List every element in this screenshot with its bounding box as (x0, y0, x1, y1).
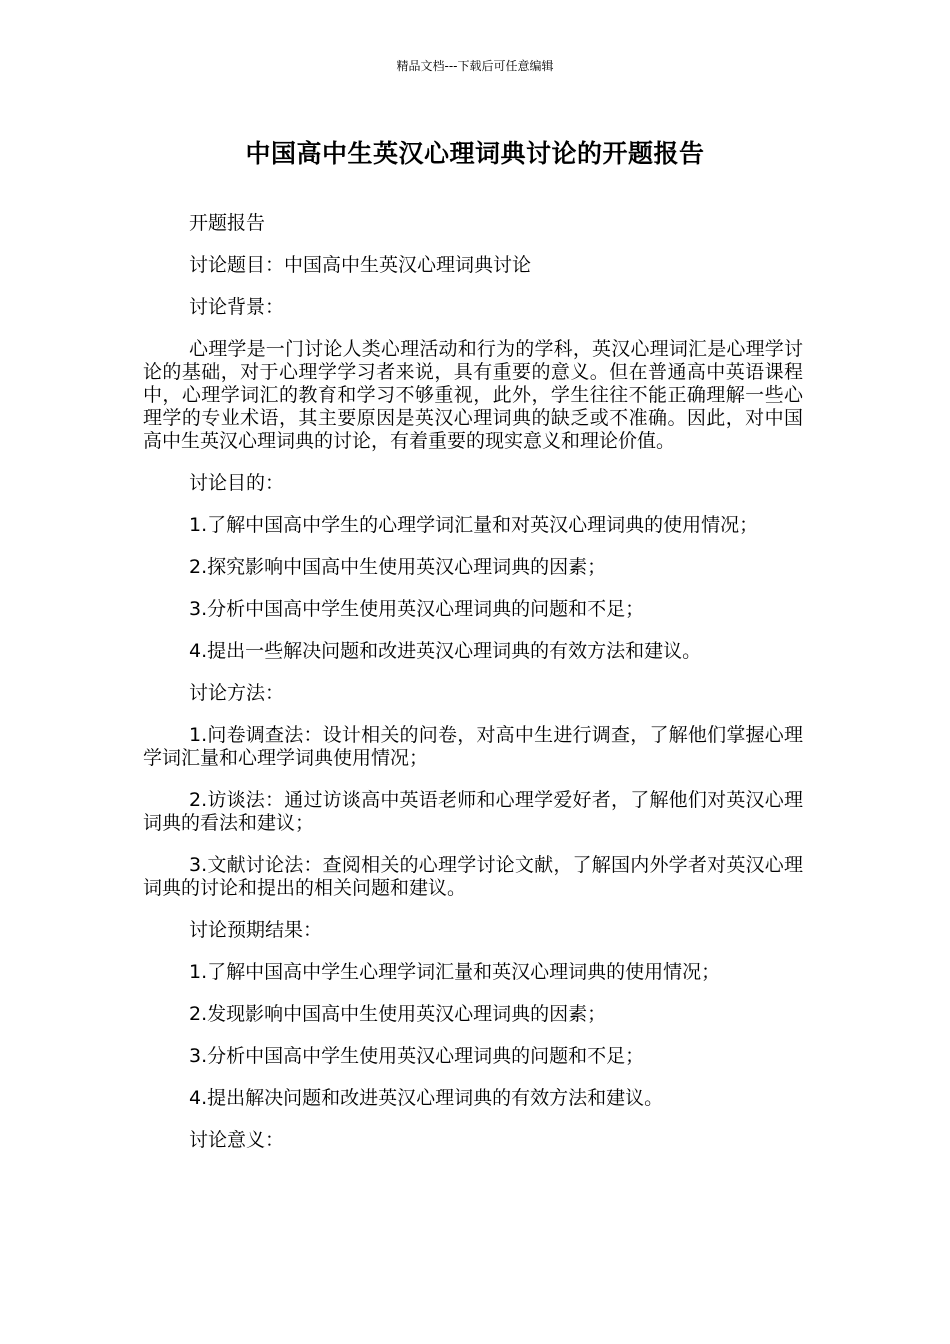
section-heading-methods: 讨论方法： (189, 682, 285, 704)
objective-item: 3.分析中国高中学生使用英汉心理词典的问题和不足； (189, 598, 645, 620)
document-title: 中国高中生英汉心理词典讨论的开题报告 (245, 139, 705, 168)
objective-item: 1.了解中国高中学生的心理学词汇量和对英汉心理词典的使用情况； (189, 514, 759, 536)
page-header: 精品文档---下载后可任意编辑 (396, 59, 554, 73)
section-heading-report: 开题报告 (189, 212, 266, 234)
method-item: 1.问卷调查法：设计相关的问卷，对高中生进行调查，了解他们掌握心理学词汇量和心理学词典使用情况； (143, 724, 803, 769)
section-heading-background: 讨论背景： (189, 296, 285, 318)
result-item: 2.发现影响中国高中生使用英汉心理词典的因素； (189, 1003, 607, 1025)
background-paragraph: 心理学是一门讨论人类心理活动和行为的学科，英汉心理词汇是心理学讨论的基础，对于心理学学习者来说，具有重要的意义。但在普通高中英语课程中，心理学词汇的教育和学习不够重视，此外，学生往往不能正确理解一些心理学的专业术语，其主要原因是英汉心理词典的缺乏或不准确。因此，对中国高中生英汉心理词典的讨论，有着重要的现实意义和理论价值。 (143, 338, 803, 452)
method-item: 2.访谈法：通过访谈高中英语老师和心理学爱好者，了解他们对英汉心理词典的看法和建议； (143, 789, 803, 834)
objective-item: 2.探究影响中国高中生使用英汉心理词典的因素； (189, 556, 607, 578)
section-heading-objectives: 讨论目的： (189, 472, 285, 494)
research-topic: 讨论题目：中国高中生英汉心理词典讨论 (189, 254, 532, 276)
section-heading-significance: 讨论意义： (189, 1129, 285, 1151)
objective-item: 4.提出一些解决问题和改进英汉心理词典的有效方法和建议。 (189, 640, 702, 662)
document-body (143, 212, 803, 1171)
result-item: 3.分析中国高中学生使用英汉心理词典的问题和不足； (189, 1045, 645, 1067)
result-item: 1.了解中国高中学生心理学词汇量和英汉心理词典的使用情况； (189, 961, 721, 983)
method-item: 3.文献讨论法：查阅相关的心理学讨论文献，了解国内外学者对英汉心理词典的讨论和提出的相关问题和建议。 (143, 854, 803, 899)
section-heading-expected-results: 讨论预期结果： (189, 919, 323, 941)
result-item: 4.提出解决问题和改进英汉心理词典的有效方法和建议。 (189, 1087, 664, 1109)
